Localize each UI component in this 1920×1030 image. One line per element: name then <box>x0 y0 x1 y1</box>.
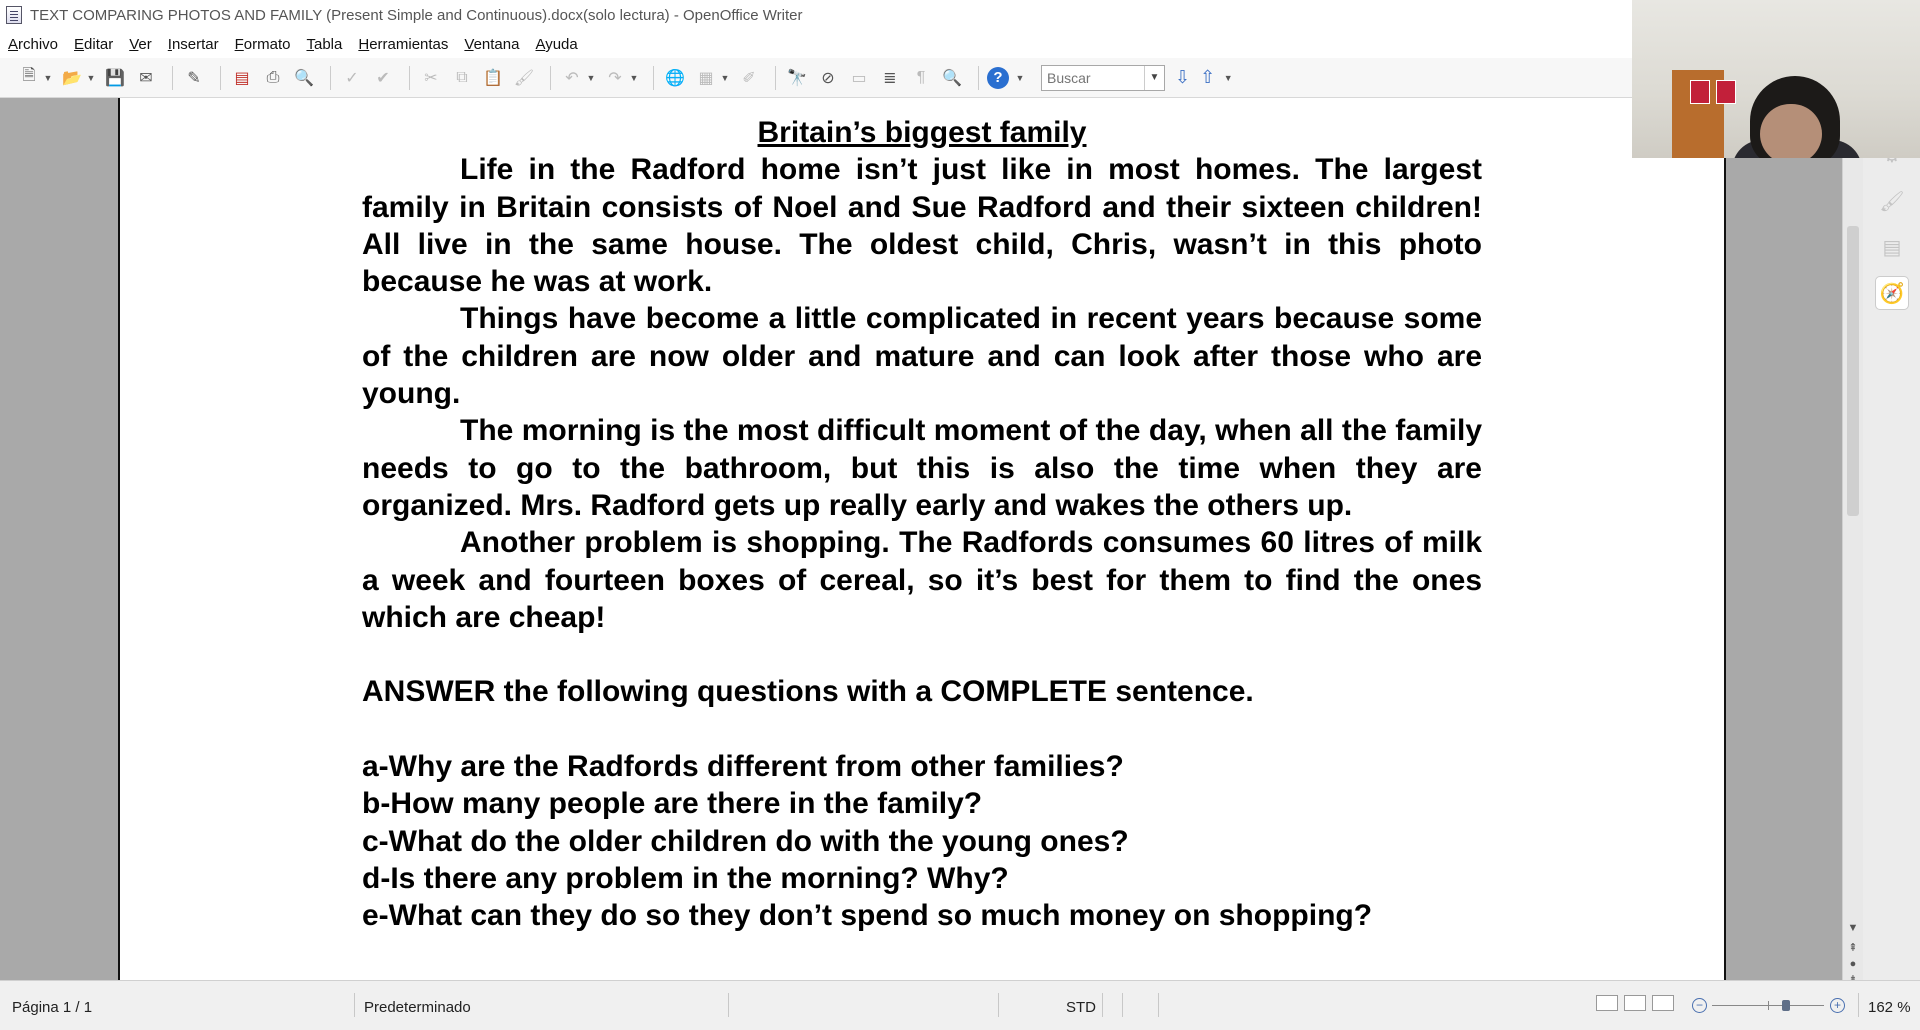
find-previous-icon[interactable]: ⇧ <box>1200 67 1216 87</box>
email-document-icon[interactable]: ✉ <box>139 69 153 87</box>
redo-icon[interactable]: ↷ <box>608 69 622 87</box>
open-dropdown-arrow-icon[interactable]: ▼ <box>86 72 96 83</box>
find-next-icon[interactable]: ⇩ <box>1175 67 1191 87</box>
status-bar <box>0 980 1920 1030</box>
print-preview-icon[interactable]: 🔍 <box>294 69 314 87</box>
status-divider <box>1102 993 1103 1017</box>
new-document-icon[interactable]: 🗎 <box>22 67 36 84</box>
find-replace-icon[interactable]: 🔭 <box>787 69 807 87</box>
menu-editar[interactable]: Editar <box>74 35 114 53</box>
copy-icon[interactable]: ⧉ <box>456 68 468 86</box>
search-input[interactable] <box>1042 67 1144 89</box>
single-page-view-icon[interactable] <box>1596 995 1618 1011</box>
document-content[interactable] <box>362 114 1482 935</box>
paste-icon[interactable]: 📋 <box>483 69 503 87</box>
status-divider <box>728 993 729 1017</box>
status-divider <box>1158 993 1159 1017</box>
question-d: d-Is there any problem in the morning? Why? <box>362 861 1009 895</box>
scroll-down-icon[interactable]: ▼ <box>1847 922 1859 934</box>
vertical-scrollbar[interactable] <box>1843 98 1863 980</box>
edit-file-icon[interactable]: ✎ <box>187 69 201 87</box>
menu-formato[interactable]: Formato <box>234 35 291 53</box>
navigation-icon[interactable]: ● <box>1849 958 1857 970</box>
find-toolbar-search <box>1041 65 1165 91</box>
writer-document-icon <box>6 6 22 24</box>
zoom-out-icon[interactable]: − <box>1692 998 1707 1013</box>
page-style[interactable]: Predeterminado <box>364 999 471 1016</box>
question-b: b-How many people are there in the family? <box>362 787 983 821</box>
zoom-level[interactable]: 162 % <box>1868 999 1911 1016</box>
menu-ver[interactable]: Ver <box>129 35 152 53</box>
navigator-icon[interactable]: ⊘ <box>821 69 835 87</box>
styles-icon[interactable]: 🖌 <box>1879 190 1905 213</box>
cut-icon[interactable]: ✂ <box>424 69 438 87</box>
data-sources-icon[interactable]: ≣ <box>883 69 897 87</box>
paragraph-2: Things have become a little complicated in recent years because some of the children are now older and mature and can look after those who are young. <box>362 302 1482 411</box>
webcam-person-face <box>1760 104 1822 158</box>
toolbar-separator <box>653 66 654 90</box>
spellcheck-icon[interactable]: ✓ <box>345 69 359 87</box>
search-history-dropdown-icon[interactable]: ▼ <box>1144 66 1164 90</box>
new-dropdown-arrow-icon[interactable]: ▼ <box>43 72 53 83</box>
menu-ayuda[interactable]: Ayuda <box>535 35 578 53</box>
toolbar-separator <box>220 66 221 90</box>
toolbar-separator <box>330 66 331 90</box>
view-layout-buttons <box>1596 995 1680 1011</box>
menu-herramientas[interactable]: Herramientas <box>358 35 449 53</box>
toolbar-separator <box>550 66 551 90</box>
webcam-sign <box>1690 80 1710 104</box>
open-folder-icon[interactable]: 📂 <box>62 69 82 87</box>
status-divider <box>1122 993 1123 1017</box>
undo-icon[interactable]: ↶ <box>565 69 579 87</box>
menu-ventana[interactable]: Ventana <box>464 35 520 53</box>
paragraph-3: The morning is the most difficult moment of the day, when all the family needs to go to the bathroom, but this is also the time when they are organized. Mrs. Radford gets up really early and wakes the others up. <box>362 414 1482 522</box>
scrollbar-thumb[interactable] <box>1847 226 1859 516</box>
table-dropdown-arrow-icon[interactable]: ▼ <box>720 72 730 83</box>
help-icon[interactable]: ? <box>987 67 1009 89</box>
instruction-line: ANSWER the following questions with a COMPLETE sentence. <box>362 675 1254 709</box>
gallery-side-icon[interactable]: ▤ <box>1882 236 1902 259</box>
print-icon[interactable]: ⎙ <box>266 68 280 86</box>
blank-line <box>362 711 1482 748</box>
zoom-in-icon[interactable]: + <box>1830 998 1845 1013</box>
menu-archivo[interactable]: Archivo <box>8 35 59 53</box>
hyperlink-icon[interactable]: 🌐 <box>665 69 685 87</box>
autospellcheck-icon[interactable]: ✔ <box>376 69 390 87</box>
multi-page-view-icon[interactable] <box>1624 995 1646 1011</box>
zoom-center-mark <box>1768 1001 1769 1010</box>
document-view <box>0 98 1842 980</box>
zoom-slider[interactable] <box>1690 997 1850 1015</box>
paragraph-1: Life in the Radford home isn’t just like in most homes. The largest family in Britain consists of Noel and Sue Radford and their sixteen children! All live in the same house. The oldest child, Chris, wasn’t in this photo because he was at work. <box>362 153 1482 299</box>
status-divider <box>1858 993 1859 1017</box>
export-pdf-icon[interactable]: ▤ <box>234 69 250 87</box>
webcam-sign <box>1716 80 1736 104</box>
selection-mode[interactable]: STD <box>1066 999 1096 1016</box>
formatting-marks-icon[interactable]: ¶ <box>916 68 926 86</box>
gallery-icon[interactable]: ▭ <box>851 69 867 87</box>
toolbar-separator <box>172 66 173 90</box>
save-icon[interactable]: 💾 <box>105 69 125 87</box>
question-c: c-What do the older children do with the young ones? <box>362 824 1129 858</box>
find-toolbar-overflow-icon[interactable]: ▼ <box>1223 72 1233 83</box>
toolbar-overflow-icon[interactable]: ▼ <box>1015 72 1025 83</box>
question-a: a-Why are the Radfords different from other families? <box>362 750 1124 784</box>
paragraph-4: Another problem is shopping. The Radfords consumes 60 litres of milk a week and fourteen boxes of cereal, so it’s best for them to find the ones which are cheap! <box>362 526 1482 634</box>
zoom-icon[interactable]: 🔍 <box>942 69 962 87</box>
document-title: Britain’s biggest family <box>757 116 1087 149</box>
window-title: TEXT COMPARING PHOTOS AND FAMILY (Present Simple and Continuous).docx(solo lectura) - OpenOffice Writer <box>30 6 803 24</box>
status-divider <box>998 993 999 1017</box>
draw-functions-icon[interactable]: ✐ <box>742 69 756 87</box>
menu-insertar[interactable]: Insertar <box>167 35 219 53</box>
webcam-overlay <box>1632 0 1920 158</box>
blank-line <box>362 636 1482 673</box>
toolbar-separator <box>978 66 979 90</box>
table-icon[interactable]: ▦ <box>698 69 714 87</box>
menu-tabla[interactable]: Tabla <box>306 35 343 53</box>
status-divider <box>354 993 355 1017</box>
question-e: e-What can they do so they don’t spend so much money on shopping? <box>362 899 1373 933</box>
sidebar-tab-bar <box>1875 138 1915 322</box>
toolbar-separator <box>775 66 776 90</box>
previous-page-icon[interactable]: ⇞ <box>1848 942 1858 954</box>
undo-dropdown-arrow-icon[interactable]: ▼ <box>586 72 596 83</box>
document-page[interactable] <box>118 98 1726 980</box>
right-side-panel <box>1842 98 1920 980</box>
redo-dropdown-arrow-icon[interactable]: ▼ <box>629 72 639 83</box>
zoom-knob[interactable] <box>1782 1000 1790 1011</box>
book-view-icon[interactable] <box>1652 995 1674 1011</box>
clone-formatting-icon[interactable]: 🖌 <box>513 69 535 87</box>
page-number[interactable]: Página 1 / 1 <box>12 999 93 1016</box>
toolbar-separator <box>409 66 410 90</box>
navigator-side-icon[interactable]: 🧭 <box>1875 276 1909 310</box>
